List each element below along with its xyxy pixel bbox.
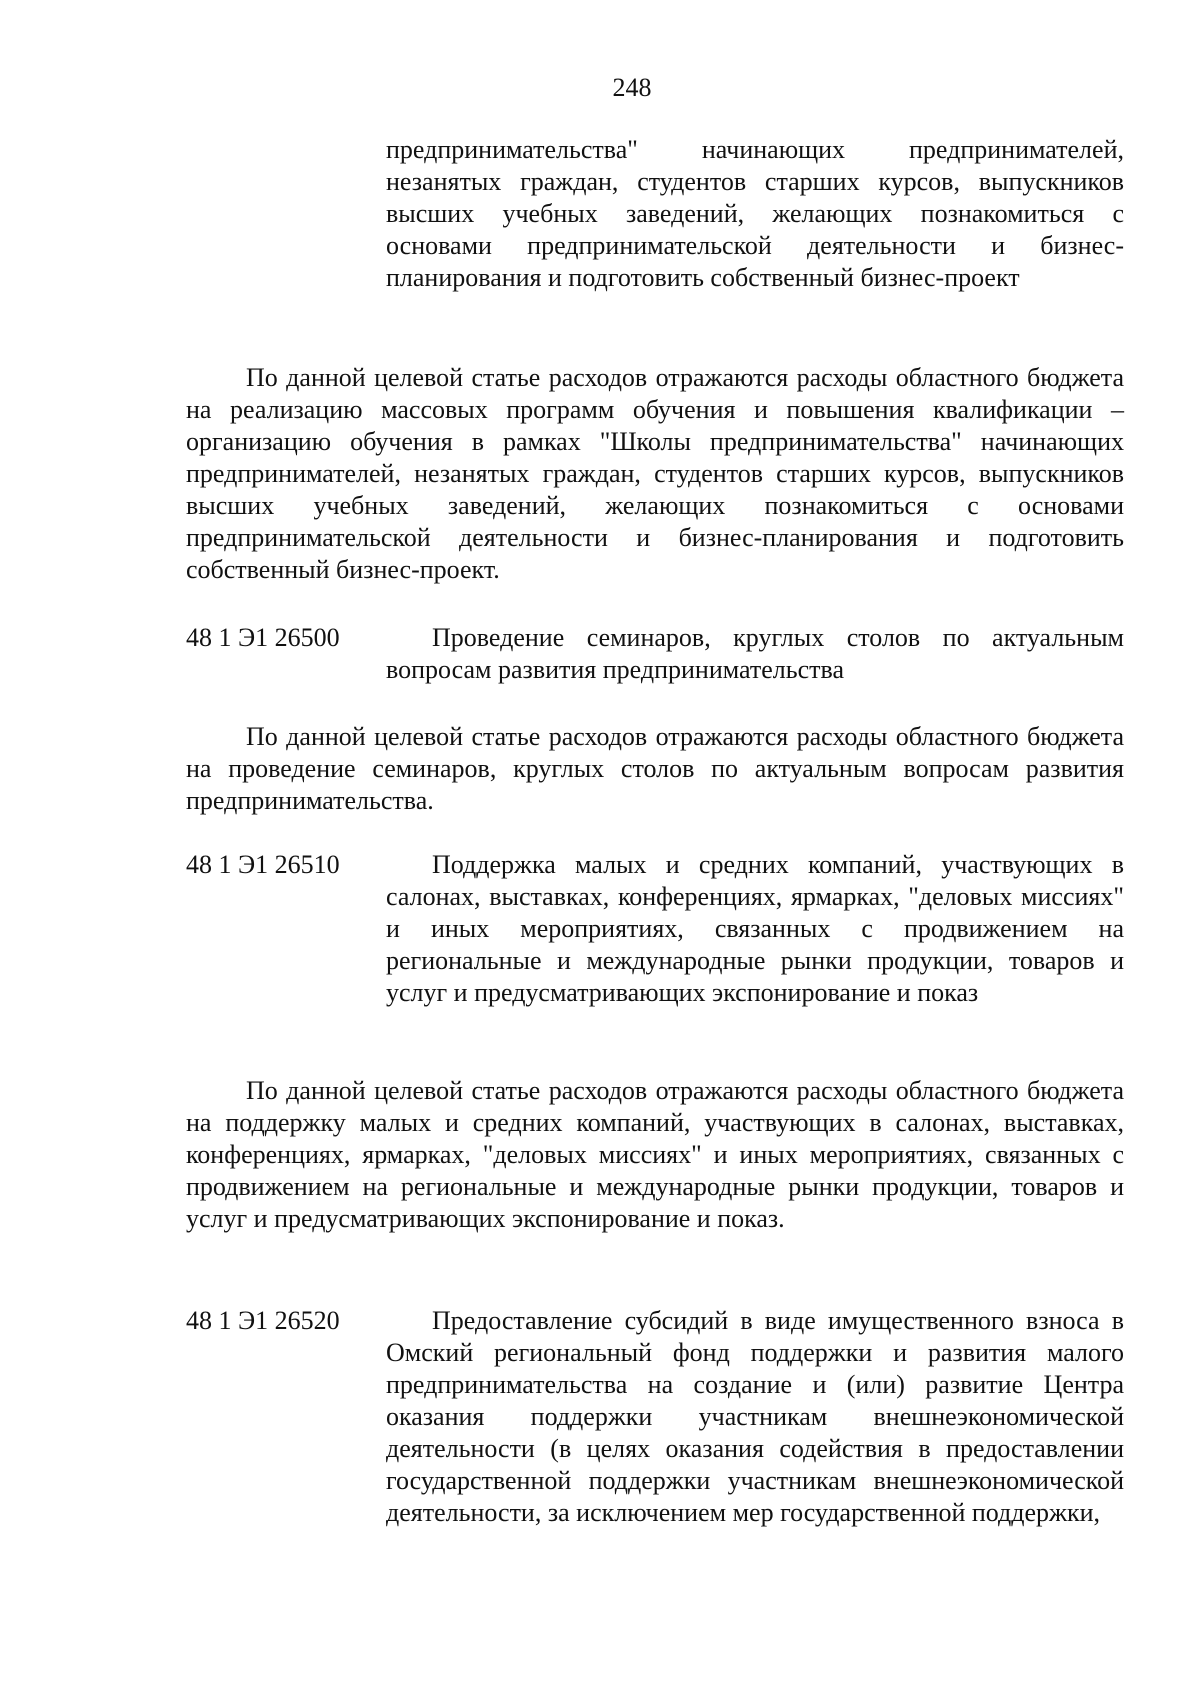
- continuation-text: предпринимательства" начинающих предпринимателей, незанятых граждан, студентов старших курсов, выпускников высших учебных заведений, желающих познакомиться с основами предпринимательской деятельности и бизнес-планирования и подготовить собственный бизнес-проект: [386, 135, 1124, 292]
- body-paragraph: По данной целевой статье расходов отражаются расходы областного бюджета на поддержку малых и средних компаний, участвующих в салонах, выставках, конференциях, ярмарках, "деловых миссиях" и иных мероприятиях, связанных с продвижением на региональные и международные рынки продукции, товаров и услуг и предусматривающих экспонирование и показ.: [186, 1076, 1124, 1233]
- entry-title: Предоставление субсидий в виде имущественного взноса в Омский региональный фонд поддержки и развития малого предпринимательства на создание и (или) развитие Центра оказания поддержки участникам внешнеэкономической деятельности (в целях оказания содействия в предоставлении государственной поддержки участникам внешнеэкономической деятельности, за исключением мер государственной поддержки,: [386, 1306, 1124, 1527]
- page-number: 248: [612, 73, 652, 102]
- entry-title: Поддержка малых и средних компаний, участвующих в салонах, выставках, конференциях, ярмарках, "деловых миссиях" и иных мероприятиях, связанных с продвижением на региональные и международные рынки продукции, товаров и услуг и предусматривающих экспонирование и показ: [386, 850, 1124, 1007]
- entry-code: 48 1 Э1 26510: [186, 850, 340, 879]
- entry-code: 48 1 Э1 26520: [186, 1306, 340, 1335]
- body-paragraph: По данной целевой статье расходов отражаются расходы областного бюджета на реализацию массовых программ обучения и повышения квалификации – организацию обучения в рамках "Школы предпринимательства" начинающих предпринимателей, незанятых граждан, студентов старших курсов, выпускников высших учебных заведений, желающих познакомиться с основами предпринимательской деятельности и бизнес-планирования и подготовить собственный бизнес-проект.: [186, 363, 1124, 584]
- body-paragraph: По данной целевой статье расходов отражаются расходы областного бюджета на проведение семинаров, круглых столов по актуальным вопросам развития предпринимательства.: [186, 722, 1124, 815]
- entry-title: Проведение семинаров, круглых столов по актуальным вопросам развития предпринимательства: [386, 623, 1124, 684]
- entry-code: 48 1 Э1 26500: [186, 623, 340, 652]
